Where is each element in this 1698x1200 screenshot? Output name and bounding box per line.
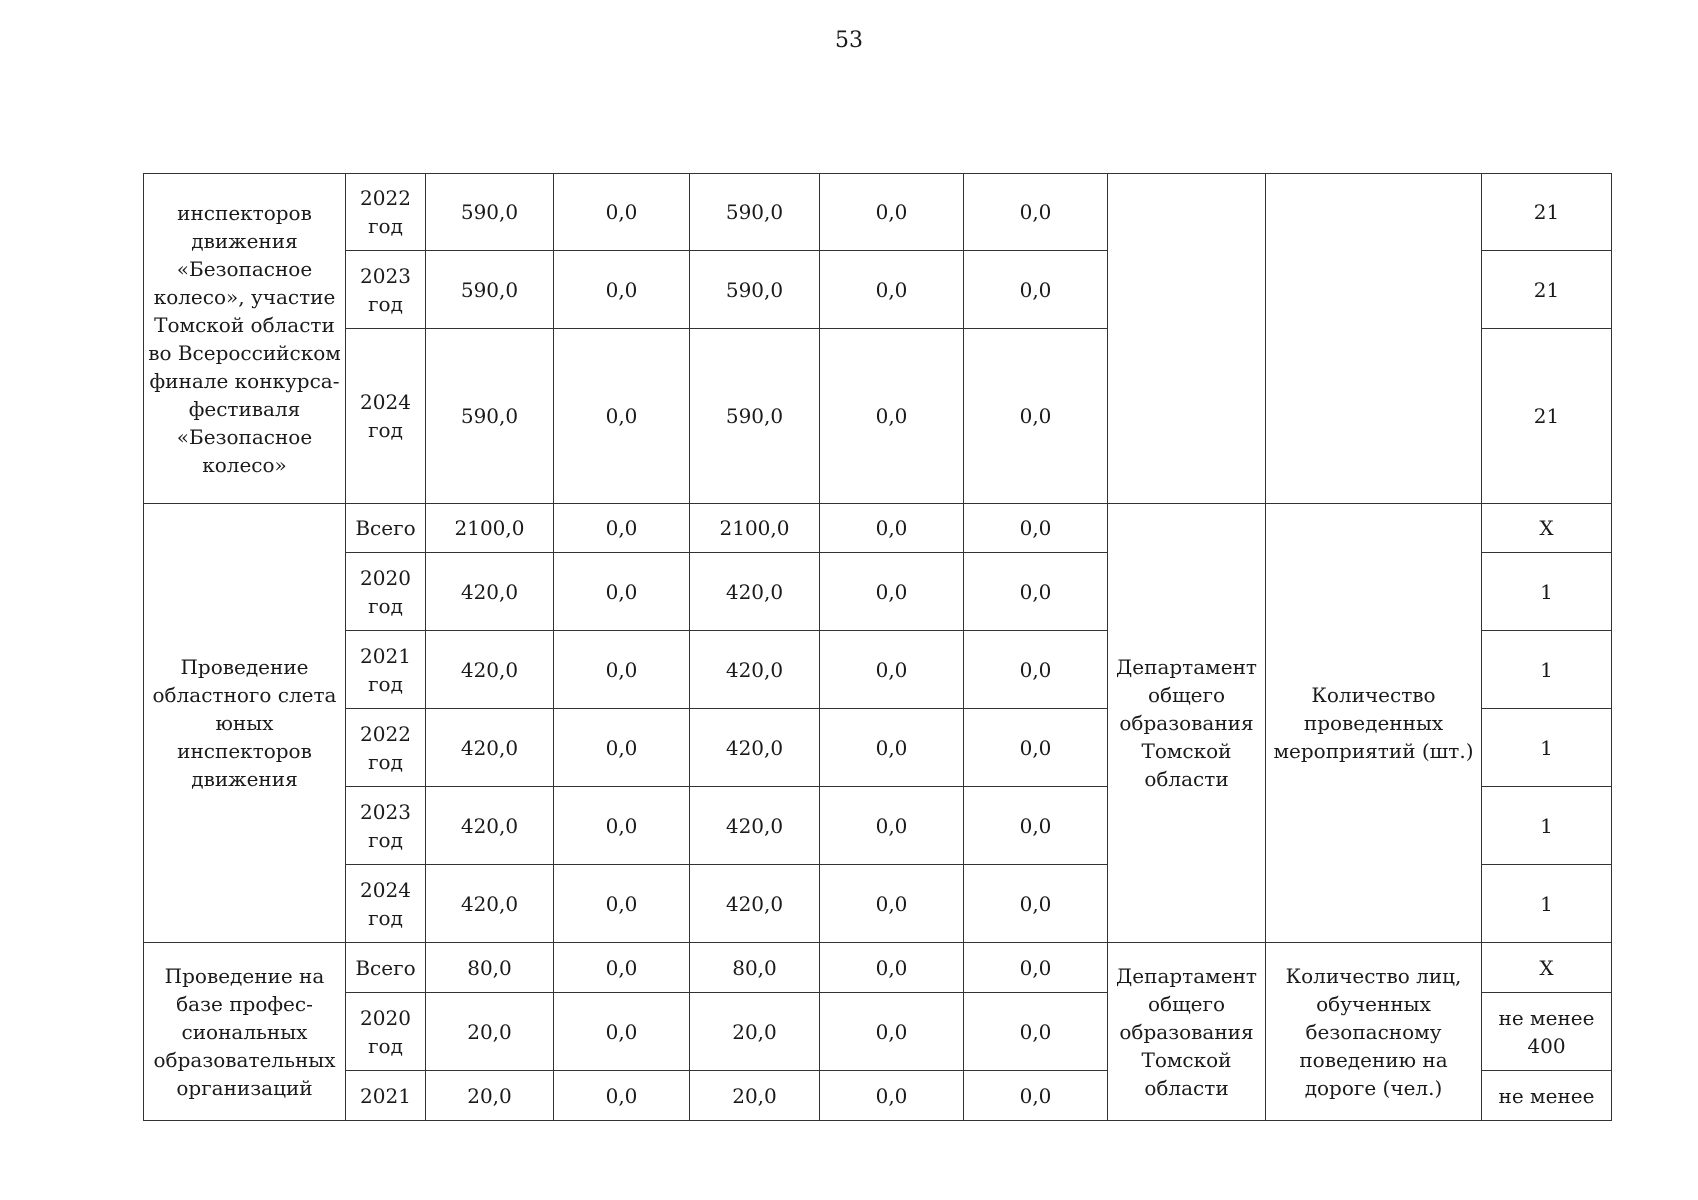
amount-cell: 0,0 xyxy=(554,553,690,631)
amount-cell: 0,0 xyxy=(820,251,964,329)
amount-cell: 0,0 xyxy=(554,174,690,251)
amount-cell: 0,0 xyxy=(820,943,964,993)
indicator-value-cell: 21 xyxy=(1482,329,1612,504)
period-cell: 2022 год xyxy=(346,709,426,787)
amount-cell: 420,0 xyxy=(690,709,820,787)
indicator-value-cell: 1 xyxy=(1482,553,1612,631)
amount-cell: 0,0 xyxy=(964,553,1108,631)
amount-cell: 0,0 xyxy=(964,174,1108,251)
amount-cell: 0,0 xyxy=(964,993,1108,1071)
activity-name-cell: Проведение областного слета юных инспекторов движения xyxy=(144,504,346,943)
period-cell: 2020 год xyxy=(346,553,426,631)
amount-cell: 0,0 xyxy=(964,787,1108,865)
organization-cell: Департамент общего образования Томской области xyxy=(1108,504,1266,943)
page-number: 53 xyxy=(835,28,863,53)
amount-cell: 420,0 xyxy=(690,787,820,865)
amount-cell: 0,0 xyxy=(964,865,1108,943)
amount-cell: 0,0 xyxy=(820,865,964,943)
total-cell: 2100,0 xyxy=(426,504,554,553)
activity-name-cell: инспекторов движения «Безопасное колесо», участие Томской области во Всероссийском финале конкурса-фестиваля «Безопасное колесо» xyxy=(144,174,346,504)
indicator-value-cell: не менее 400 xyxy=(1482,993,1612,1071)
indicator-value-cell: не менее xyxy=(1482,1071,1612,1121)
indicator-value-cell: Х xyxy=(1482,504,1612,553)
amount-cell: 420,0 xyxy=(690,865,820,943)
amount-cell: 80,0 xyxy=(690,943,820,993)
amount-cell: 590,0 xyxy=(690,174,820,251)
amount-cell: 0,0 xyxy=(554,865,690,943)
amount-cell: 20,0 xyxy=(690,1071,820,1121)
total-cell: 420,0 xyxy=(426,709,554,787)
amount-cell: 0,0 xyxy=(964,251,1108,329)
organization-cell xyxy=(1108,174,1266,504)
indicator-cell xyxy=(1266,174,1482,504)
indicator-value-cell: 21 xyxy=(1482,251,1612,329)
indicator-value-cell: 1 xyxy=(1482,709,1612,787)
table-row xyxy=(144,943,1612,993)
amount-cell: 590,0 xyxy=(690,329,820,504)
indicator-value-cell: 1 xyxy=(1482,865,1612,943)
amount-cell: 0,0 xyxy=(964,1071,1108,1121)
funding-table xyxy=(143,173,1612,1121)
period-cell: 2024 год xyxy=(346,865,426,943)
period-cell: Всего xyxy=(346,504,426,553)
total-cell: 420,0 xyxy=(426,631,554,709)
period-cell: 2024 год xyxy=(346,329,426,504)
amount-cell: 0,0 xyxy=(820,1071,964,1121)
total-cell: 420,0 xyxy=(426,865,554,943)
indicator-value-cell: 1 xyxy=(1482,631,1612,709)
total-cell: 590,0 xyxy=(426,251,554,329)
total-cell: 590,0 xyxy=(426,329,554,504)
amount-cell: 0,0 xyxy=(554,329,690,504)
amount-cell: 0,0 xyxy=(554,631,690,709)
amount-cell: 420,0 xyxy=(690,553,820,631)
amount-cell: 0,0 xyxy=(820,553,964,631)
activity-name-cell: Проведение на базе профес-сиональных образовательных организаций xyxy=(144,943,346,1121)
amount-cell: 0,0 xyxy=(820,504,964,553)
amount-cell: 590,0 xyxy=(690,251,820,329)
period-cell: 2021 xyxy=(346,1071,426,1121)
amount-cell: 20,0 xyxy=(690,993,820,1071)
amount-cell: 0,0 xyxy=(554,709,690,787)
indicator-cell: Количество лиц, обученных безопасному поведению на дороге (чел.) xyxy=(1266,943,1482,1121)
table-row xyxy=(144,174,1612,251)
total-cell: 80,0 xyxy=(426,943,554,993)
amount-cell: 0,0 xyxy=(554,504,690,553)
period-cell: 2021 год xyxy=(346,631,426,709)
total-cell: 590,0 xyxy=(426,174,554,251)
total-cell: 20,0 xyxy=(426,993,554,1071)
total-cell: 20,0 xyxy=(426,1071,554,1121)
total-cell: 420,0 xyxy=(426,787,554,865)
amount-cell: 0,0 xyxy=(820,174,964,251)
amount-cell: 0,0 xyxy=(964,504,1108,553)
amount-cell: 2100,0 xyxy=(690,504,820,553)
amount-cell: 0,0 xyxy=(554,787,690,865)
total-cell: 420,0 xyxy=(426,553,554,631)
amount-cell: 0,0 xyxy=(554,1071,690,1121)
organization-cell: Департамент общего образования Томской области xyxy=(1108,943,1266,1121)
amount-cell: 0,0 xyxy=(820,993,964,1071)
table-row xyxy=(144,504,1612,553)
amount-cell: 0,0 xyxy=(964,943,1108,993)
amount-cell: 0,0 xyxy=(820,329,964,504)
period-cell: 2023 год xyxy=(346,251,426,329)
amount-cell: 0,0 xyxy=(964,709,1108,787)
amount-cell: 0,0 xyxy=(964,631,1108,709)
indicator-cell: Количество проведенных мероприятий (шт.) xyxy=(1266,504,1482,943)
amount-cell: 0,0 xyxy=(554,943,690,993)
amount-cell: 0,0 xyxy=(554,251,690,329)
period-cell: 2020 год xyxy=(346,993,426,1071)
amount-cell: 0,0 xyxy=(820,787,964,865)
amount-cell: 0,0 xyxy=(820,631,964,709)
amount-cell: 0,0 xyxy=(820,709,964,787)
amount-cell: 0,0 xyxy=(964,329,1108,504)
amount-cell: 0,0 xyxy=(554,993,690,1071)
period-cell: 2022 год xyxy=(346,174,426,251)
amount-cell: 420,0 xyxy=(690,631,820,709)
indicator-value-cell: 1 xyxy=(1482,787,1612,865)
period-cell: Всего xyxy=(346,943,426,993)
indicator-value-cell: Х xyxy=(1482,943,1612,993)
indicator-value-cell: 21 xyxy=(1482,174,1612,251)
period-cell: 2023 год xyxy=(346,787,426,865)
